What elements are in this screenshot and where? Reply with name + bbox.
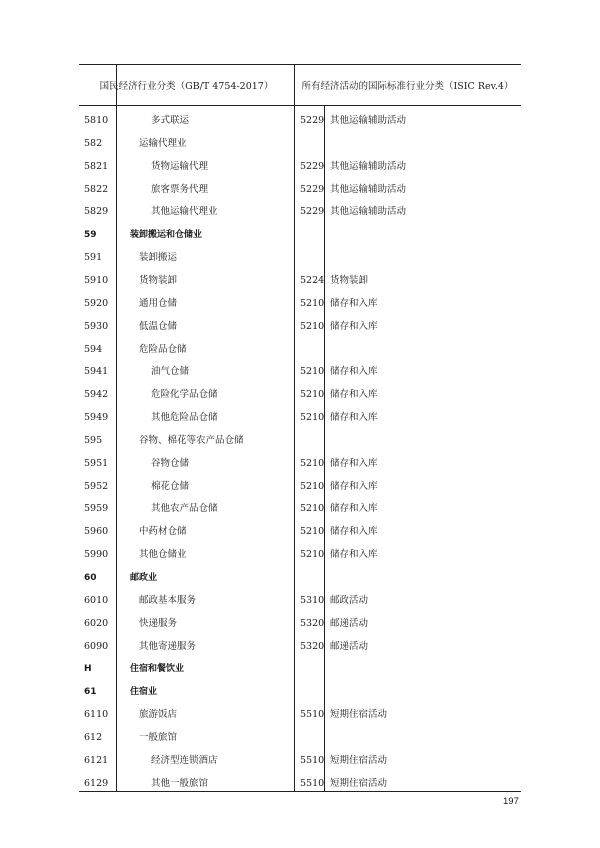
row-name: 装卸搬运: [139, 252, 178, 264]
row-isic-name: 邮递活动: [330, 640, 369, 652]
row-isic-name: 短期住宿活动: [330, 754, 388, 766]
row-isic-name: 货物装卸: [330, 274, 369, 286]
row-code: 5952: [84, 480, 109, 492]
table-row: [79, 727, 521, 749]
row-code: 5951: [84, 457, 109, 469]
row-code: 6020: [84, 617, 109, 629]
row-isic-name: 储存和入库: [330, 297, 378, 309]
row-name: 危险品仓储: [139, 343, 187, 355]
row-name: 旅游饭店: [139, 709, 178, 721]
row-code: 582: [84, 137, 103, 149]
row-isic-name: 邮递活动: [330, 617, 369, 629]
table-row: [79, 704, 521, 726]
row-isic-code: 5210: [300, 320, 325, 332]
row-isic-code: 5210: [300, 297, 325, 309]
row-code: 5829: [84, 206, 109, 218]
row-name: 旅客票务代理: [151, 183, 209, 195]
table-row: [79, 270, 521, 292]
row-name: 其他寄递服务: [139, 640, 197, 652]
row-isic-code: 5224: [300, 274, 325, 286]
row-isic-name: 储存和入库: [330, 366, 378, 378]
row-name: 其他危险品仓储: [151, 412, 218, 424]
row-isic-name: 其他运输辅助活动: [330, 206, 407, 218]
table-row: [79, 407, 521, 429]
row-isic-code: 5510: [300, 754, 325, 766]
row-code: 591: [84, 252, 103, 264]
row-name: 住宿业: [130, 687, 158, 698]
page-number: 197: [503, 796, 519, 807]
row-isic-name: 其他运输辅助活动: [330, 183, 407, 195]
row-isic-name: 邮政活动: [330, 594, 369, 606]
row-name: 通用仓储: [139, 297, 178, 309]
table-row: [79, 179, 521, 201]
row-code: 5949: [84, 412, 109, 424]
row-name: 货物装卸: [139, 274, 178, 286]
table-row: [79, 293, 521, 315]
table-row: [79, 521, 521, 543]
row-code: 5941: [84, 366, 109, 378]
row-code: 5822: [84, 183, 109, 195]
row-name: 中药材仓储: [139, 526, 187, 538]
table-row: [79, 544, 521, 566]
row-isic-name: 短期住宿活动: [330, 777, 388, 789]
row-isic-code: 5229: [300, 183, 325, 195]
row-code: 60: [84, 573, 97, 583]
row-name: 油气仓储: [151, 366, 190, 378]
row-name: 邮政基本服务: [139, 594, 197, 606]
row-code: 5810: [84, 115, 109, 126]
row-name: 经济型连锁酒店: [151, 754, 218, 766]
table-row: [79, 453, 521, 475]
table-row: [79, 750, 521, 772]
table-row: [79, 498, 521, 520]
row-isic-name: 其他运输辅助活动: [330, 160, 407, 172]
table-row: [79, 681, 521, 703]
header-rule: [79, 105, 521, 106]
table-row: [79, 773, 521, 795]
row-isic-code: 5210: [300, 366, 325, 378]
row-code: 595: [84, 434, 103, 446]
row-isic-code: 5510: [300, 709, 325, 721]
row-name: 其他一般旅馆: [151, 777, 209, 789]
header-isic-classification: 所有经济活动的国际标准行业分类（ISIC Rev.4）: [301, 81, 514, 92]
row-code: 5959: [84, 503, 109, 515]
table-row: [79, 636, 521, 658]
table-row: [79, 590, 521, 612]
row-name: 住宿和餐饮业: [130, 664, 185, 675]
row-name: 一般旅馆: [139, 731, 178, 743]
row-name: 危险化学品仓储: [151, 389, 218, 401]
row-isic-name: 储存和入库: [330, 480, 378, 492]
row-isic-name: 储存和入库: [330, 526, 378, 538]
table-row: [79, 133, 521, 155]
row-name: 运输代理业: [139, 137, 187, 149]
row-name: 快递服务: [139, 617, 178, 629]
row-isic-code: 5320: [300, 617, 325, 629]
row-isic-name: 储存和入库: [330, 503, 378, 515]
row-code: 61: [84, 687, 97, 698]
row-isic-name: 储存和入库: [330, 457, 378, 469]
table-row: [79, 567, 521, 589]
table-row: [79, 384, 521, 406]
table-row: [79, 110, 521, 132]
row-isic-code: 5210: [300, 480, 325, 492]
classification-table: [79, 64, 521, 792]
table-row: [79, 156, 521, 178]
row-isic-code: 5210: [300, 412, 325, 424]
row-isic-code: 5210: [300, 549, 325, 561]
row-name: 低温仓储: [139, 320, 178, 332]
header-gb-classification: 国民经济行业分类（GB/T 4754-2017）: [99, 81, 274, 92]
row-name: 多式联运: [151, 115, 190, 126]
row-isic-name: 其他运输辅助活动: [330, 115, 407, 126]
row-code: 5990: [84, 549, 109, 561]
row-name: 货物运输代理: [151, 160, 209, 172]
row-code: 59: [84, 230, 97, 241]
row-isic-name: 储存和入库: [330, 412, 378, 424]
row-code: 594: [84, 343, 103, 355]
row-isic-name: 储存和入库: [330, 549, 378, 561]
row-name: 棉花仓储: [151, 480, 190, 492]
row-isic-name: 储存和入库: [330, 320, 378, 332]
row-code: 612: [84, 731, 103, 743]
row-code: 6090: [84, 640, 109, 652]
row-isic-code: 5320: [300, 640, 325, 652]
row-isic-code: 5229: [300, 206, 325, 218]
row-isic-code: 5229: [300, 115, 325, 126]
row-isic-code: 5210: [300, 389, 325, 401]
table-row: [79, 658, 521, 680]
row-name: 其他农产品仓储: [151, 503, 218, 515]
row-name: 其他运输代理业: [151, 206, 218, 218]
row-code: 5930: [84, 320, 109, 332]
row-isic-code: 5210: [300, 526, 325, 538]
table-row: [79, 247, 521, 269]
row-name: 谷物、棉花等农产品仓储: [139, 434, 244, 446]
row-name: 其他仓储业: [139, 549, 187, 561]
row-isic-code: 5510: [300, 777, 325, 789]
row-isic-name: 储存和入库: [330, 389, 378, 401]
table-row: [79, 224, 521, 246]
row-code: 5960: [84, 526, 109, 538]
row-isic-code: 5310: [300, 594, 325, 606]
row-code: 5910: [84, 274, 109, 286]
row-code: 6110: [84, 709, 109, 721]
row-isic-name: 短期住宿活动: [330, 709, 388, 721]
row-code: 6010: [84, 594, 109, 606]
row-code: 6129: [84, 777, 109, 789]
table-row: [79, 476, 521, 498]
row-code: 6121: [84, 754, 109, 766]
row-code: 5920: [84, 297, 109, 309]
table-row: [79, 316, 521, 338]
table-row: [79, 339, 521, 361]
table-row: [79, 201, 521, 223]
row-isic-code: 5229: [300, 160, 325, 172]
table-row: [79, 361, 521, 383]
row-name: 谷物仓储: [151, 457, 190, 469]
table-row: [79, 613, 521, 635]
row-isic-code: 5210: [300, 457, 325, 469]
row-isic-code: 5210: [300, 503, 325, 515]
row-name: 装卸搬运和仓储业: [130, 230, 203, 241]
table-row: [79, 430, 521, 452]
row-code: 5942: [84, 389, 109, 401]
row-name: 邮政业: [130, 573, 158, 583]
row-code: H: [84, 664, 92, 675]
row-code: 5821: [84, 160, 109, 172]
